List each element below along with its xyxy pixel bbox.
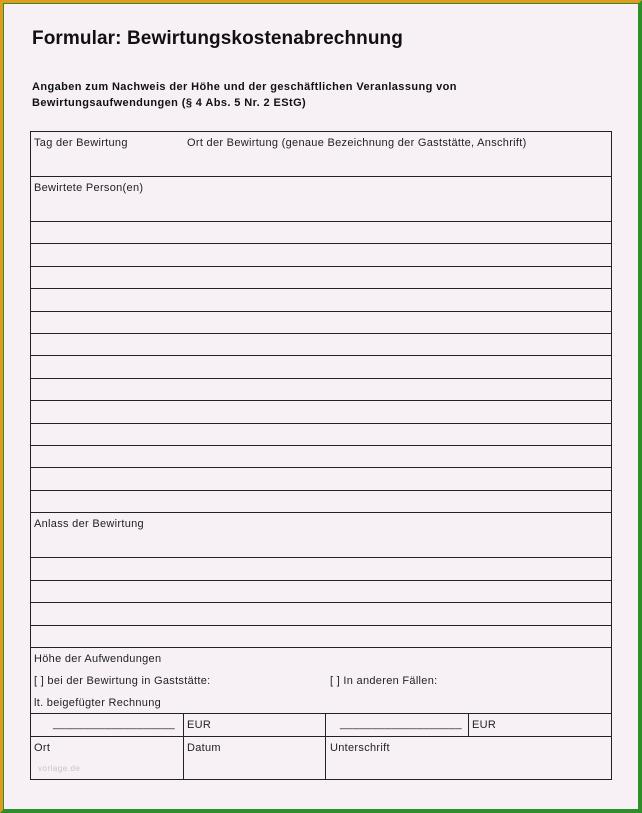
- ort-label: Ort der Bewirtung (genaue Bezeichnung der Gaststätte, Anschrift): [187, 137, 527, 149]
- form-subtitle: [32, 79, 592, 111]
- sig-ort-label: Ort: [34, 742, 51, 754]
- currency-label-2: EUR: [472, 719, 497, 731]
- row-persons-header[interactable]: [31, 177, 611, 222]
- watermark-logo: vorlage.de: [38, 764, 81, 773]
- amount-line-andere[interactable]: ___________________: [340, 718, 462, 730]
- anlass-line[interactable]: [31, 603, 611, 626]
- person-line[interactable]: [31, 424, 611, 446]
- person-line[interactable]: [31, 334, 611, 356]
- row-signature: [31, 737, 611, 779]
- option-andere[interactable]: [ ] In anderen Fällen:: [330, 675, 438, 687]
- anlass-line[interactable]: [31, 558, 611, 581]
- sig-unterschrift-label: Unterschrift: [330, 742, 390, 754]
- amount-divider-1: [183, 714, 184, 737]
- amount-divider-2: [325, 714, 326, 737]
- person-line[interactable]: [31, 379, 611, 401]
- person-line[interactable]: [31, 289, 611, 311]
- persons-label: Bewirtete Person(en): [34, 182, 144, 194]
- person-line[interactable]: [31, 222, 611, 244]
- amount-divider-3: [468, 714, 469, 737]
- currency-label-1: EUR: [187, 719, 212, 731]
- form-table: [30, 131, 612, 780]
- anlass-line[interactable]: [31, 581, 611, 604]
- person-line[interactable]: [31, 356, 611, 378]
- row-hoehe: [31, 648, 611, 714]
- hoehe-label: Höhe der Aufwendungen: [34, 653, 162, 665]
- sig-divider-2: [325, 737, 326, 779]
- tag-label: Tag der Bewirtung: [34, 137, 128, 149]
- person-line[interactable]: [31, 468, 611, 490]
- person-line[interactable]: [31, 312, 611, 334]
- row-amounts: [31, 714, 611, 737]
- row-tag-ort: [31, 132, 611, 177]
- person-line[interactable]: [31, 491, 611, 513]
- anlass-line[interactable]: [31, 626, 611, 649]
- person-line[interactable]: [31, 446, 611, 468]
- sig-divider-1: [183, 737, 184, 779]
- amount-line-gaststaette[interactable]: ___________________: [53, 718, 175, 730]
- anlass-label: Anlass der Bewirtung: [34, 518, 144, 530]
- sig-datum-label: Datum: [187, 742, 221, 754]
- subtitle-line-1: Angaben zum Nachweis der Höhe und der geschäftlichen Veranlassung von: [32, 81, 457, 93]
- person-line[interactable]: [31, 401, 611, 423]
- form-title: Formular: Bewirtungskostenabrechnung: [32, 28, 403, 49]
- row-anlass-header[interactable]: [31, 513, 611, 558]
- person-line[interactable]: [31, 244, 611, 266]
- subtitle-line-2: Bewirtungsaufwendungen (§ 4 Abs. 5 Nr. 2 EStG): [32, 97, 307, 109]
- option-gaststaette[interactable]: [ ] bei der Bewirtung in Gaststätte:: [34, 675, 211, 687]
- person-line[interactable]: [31, 267, 611, 289]
- rechnung-note: lt. beigefügter Rechnung: [34, 697, 162, 709]
